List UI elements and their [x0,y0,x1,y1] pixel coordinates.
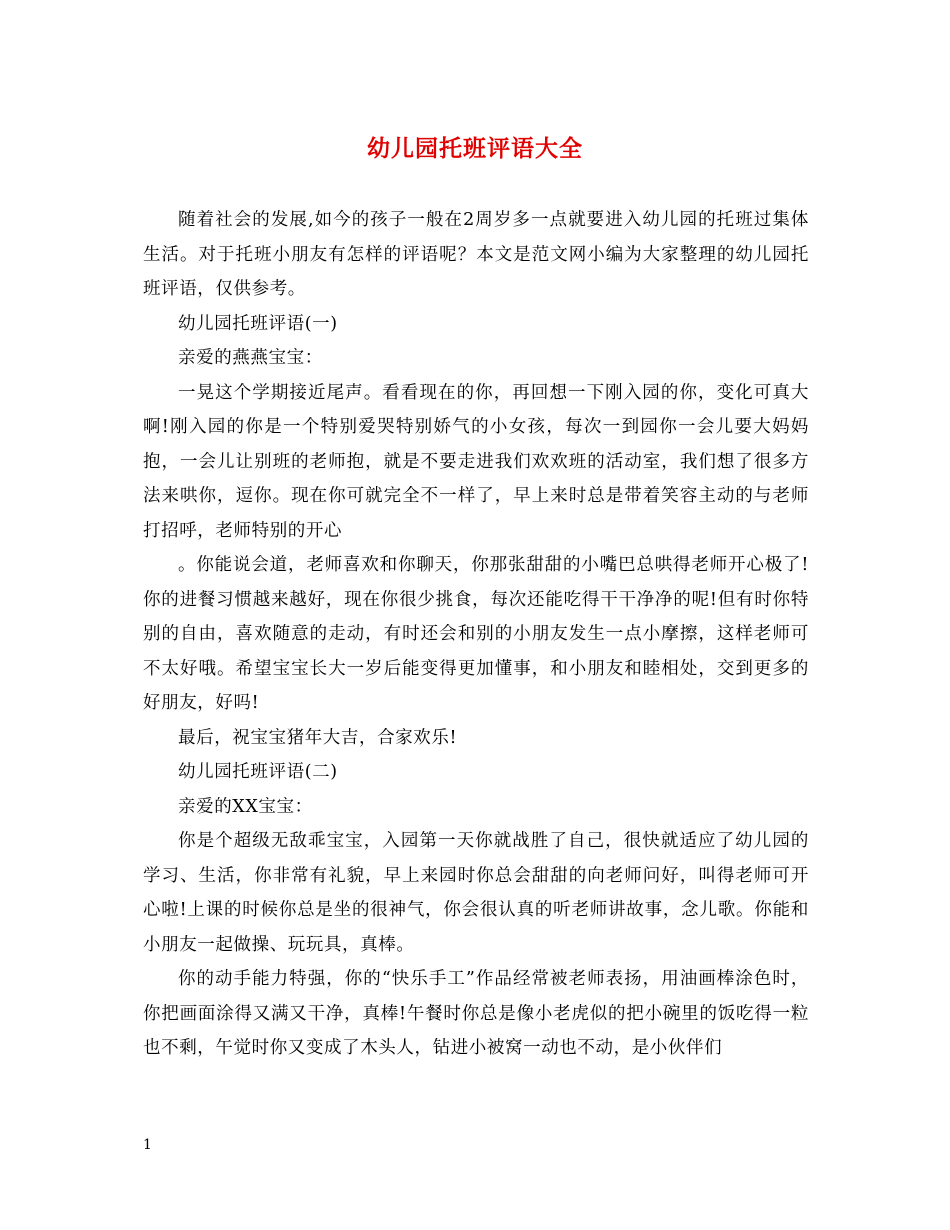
document-body [143,203,809,1066]
intro-paragraph: 随着社会的发展,如今的孩子一般在2周岁多一点就要进入幼儿园的托班过集体生活。对于托班小朋友有怎样的评语呢？本文是范文网小编为大家整理的幼儿园托班评语，仅供参考。 [143,210,809,299]
closing-wish: 最后，祝宝宝猪年大吉，合家欢乐! [178,727,458,748]
body-paragraph: 你是个超级无敌乖宝宝，入园第一天你就战胜了自己，很快就适应了幼儿园的学习、生活，你非常有礼貌，早上来园时你总会甜甜的向老师问好，叫得老师可开心啦!上课的时候你总是坐的很神气，你会很认真的听老师讲故事，念儿歌。你能和小朋友一起做操、玩玩具，真棒。 [143,831,809,955]
section-heading-1: 幼儿园托班评语(一) [178,313,338,334]
section-heading-2: 幼儿园托班评语(二) [178,762,338,782]
document-title: 幼儿园托班评语大全 [367,135,583,162]
page-number: 1 [143,1137,152,1153]
body-paragraph: 。你能说会道，老师喜欢和你聊天，你那张甜甜的小嘴巴总哄得老师开心极了!你的进餐习惯越来越好，现在你很少挑食，每次还能吃得干干净净的呢!但有时你特别的自由，喜欢随意的走动，有时还会和别的小朋友发生一点小摩擦，这样老师可不太好哦。希望宝宝长大一岁后能变得更加懂事，和小朋友和睦相处，交到更多的好朋友，好吗! [143,555,809,713]
body-paragraph: 一晃这个学期接近尾声。看看现在的你，再回想一下刚入园的你，变化可真大啊!刚入园的你是一个特别爱哭特别娇气的小女孩，每次一到园你一会儿要大妈妈抱，一会儿让别班的老师抱，就是不要走进我们欢欢班的活动室，我们想了很多方法来哄你，逗你。现在你可就完全不一样了，早上来时总是带着笑容主动的与老师打招呼，老师特别的开心 [143,382,809,541]
salutation-1: 亲爱的燕燕宝宝： [178,348,323,368]
salutation-2: 亲爱的XX宝宝： [178,796,313,817]
body-paragraph: 你的动手能力特强，你的“快乐手工”作品经常被老师表扬，用油画棒涂色时，你把画面涂得又满又干净，真棒!午餐时你总是像小老虎似的把小碗里的饭吃得一粒也不剩，午觉时你又变成了木头人，钻进小被窝一动也不动，是小伙伴们 [143,969,809,1058]
